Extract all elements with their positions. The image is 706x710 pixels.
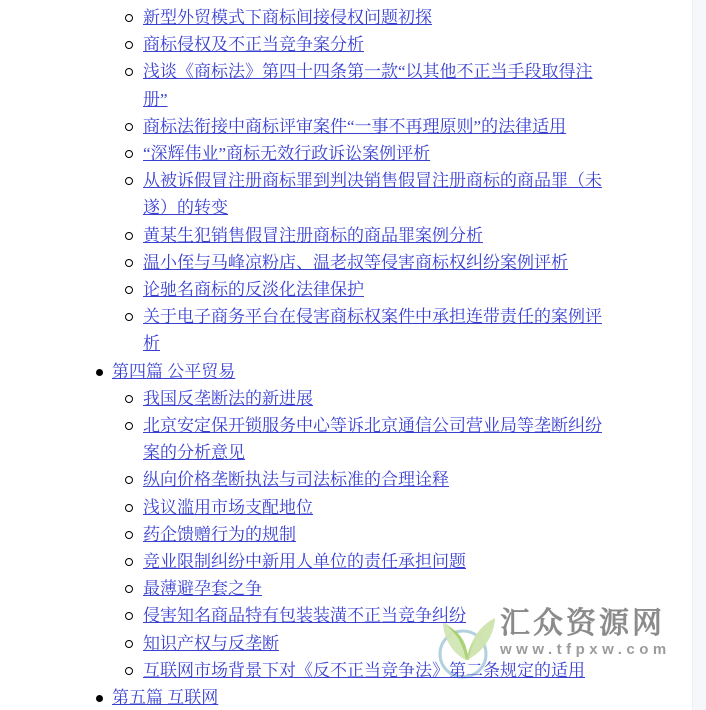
- article-link[interactable]: 药企馈赠行为的规制: [143, 524, 296, 544]
- article-link[interactable]: 温小侄与马峰凉粉店、温老叔等侵害商标权纠纷案例评析: [143, 252, 568, 272]
- article-link[interactable]: 从被诉假冒注册商标罪到判决销售假冒注册商标的商品罪（未遂）的转变: [143, 171, 602, 218]
- article-link[interactable]: 浅谈《商标法》第四十四条第一款“以其他不正当手段取得注册”: [143, 62, 593, 109]
- article-link[interactable]: 知识产权与反垄断: [143, 633, 279, 653]
- article-list-item: [143, 412, 613, 466]
- article-list-item: [143, 602, 613, 629]
- section-link[interactable]: 第五篇 互联网: [112, 688, 219, 708]
- article-list-item: [143, 575, 613, 602]
- article-list-item: [143, 4, 613, 31]
- article-link[interactable]: 侵害知名商品特有包装装潢不正当竞争纠纷: [143, 606, 466, 626]
- article-link[interactable]: 关于电子商务平台在侵害商标权案件中承担连带责任的案例评析: [143, 307, 602, 354]
- scrollbar-track[interactable]: [692, 0, 706, 710]
- section-link[interactable]: 第四篇 公平贸易: [112, 361, 236, 381]
- article-link[interactable]: 最薄避孕套之争: [143, 579, 262, 599]
- article-list-item: [143, 276, 613, 303]
- article-link[interactable]: 竞业限制纠纷中新用人单位的责任承担问题: [143, 552, 466, 572]
- article-link[interactable]: 商标侵权及不正当竞争案分析: [143, 35, 364, 55]
- article-list-item: [143, 140, 613, 167]
- article-link[interactable]: 互联网市场背景下对《反不正当竞争法》第二条规定的适用: [143, 660, 585, 680]
- article-link[interactable]: 黄某生犯销售假冒注册商标的商品罪案例分析: [143, 225, 483, 245]
- article-link[interactable]: 新型外贸模式下商标间接侵权问题初探: [143, 8, 432, 27]
- article-outline-list: [0, 4, 650, 710]
- section-list-item: [112, 684, 650, 710]
- article-link[interactable]: 纵向价格垄断执法与司法标准的合理诠释: [143, 470, 449, 490]
- watermark-site-url: www.tfpxw.com: [500, 641, 671, 658]
- watermark-site-name: 汇众资源网: [500, 607, 665, 640]
- article-link[interactable]: 北京安定保开锁服务中心等诉北京通信公司营业局等垄断纠纷案的分析意见: [143, 416, 602, 463]
- article-link[interactable]: 浅议滥用市场支配地位: [143, 497, 313, 517]
- article-link[interactable]: 我国反垄断法的新进展: [143, 388, 313, 408]
- article-list-item: [143, 249, 613, 276]
- article-list-item: [143, 521, 613, 548]
- article-list-item: [143, 303, 613, 357]
- article-list-item: [143, 167, 613, 221]
- article-list-item: [143, 31, 613, 58]
- article-list-item: [143, 630, 613, 657]
- section-list-item: [112, 358, 650, 385]
- article-list-item: [143, 222, 613, 249]
- article-link[interactable]: “深辉伟业”商标无效行政诉讼案例评析: [143, 144, 431, 164]
- article-link[interactable]: 论驰名商标的反淡化法律保护: [143, 280, 364, 300]
- article-list-item: [143, 494, 613, 521]
- article-list-item: [143, 548, 613, 575]
- article-list-item: [143, 657, 613, 684]
- article-list-item: [143, 58, 613, 112]
- article-list-item: [143, 113, 613, 140]
- article-list-item: [143, 385, 613, 412]
- article-list-item: [143, 466, 613, 493]
- article-link[interactable]: 商标法衔接中商标评审案件“一事不再理原则”的法律适用: [143, 116, 567, 136]
